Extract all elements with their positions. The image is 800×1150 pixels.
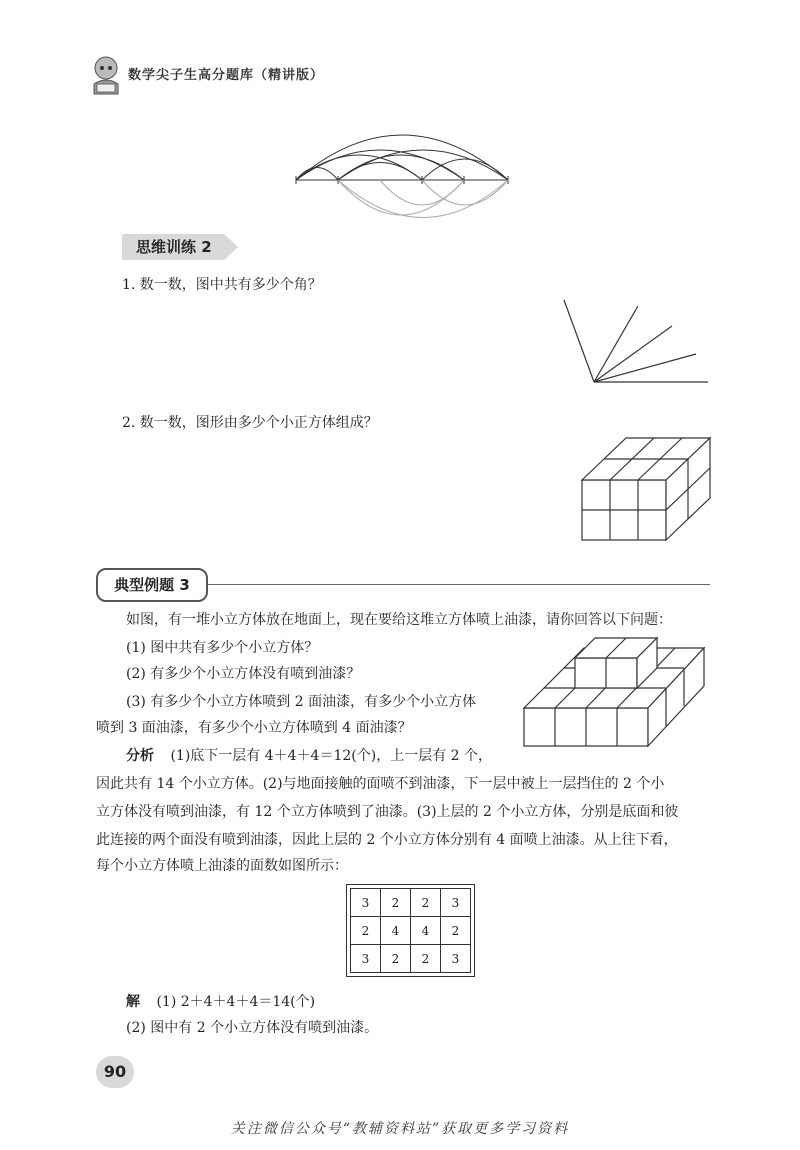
angles-figure [560, 296, 710, 386]
grid-cell: 3 [351, 889, 381, 917]
example-question-1: (1) 图中共有多少个小立方体？ [126, 640, 319, 656]
grid-cell: 2 [381, 945, 411, 973]
cube-stack-figure [576, 434, 716, 544]
grid-cell: 2 [381, 889, 411, 917]
example-question-2: (2) 有多少个小立方体没有喷到油漆？ [126, 666, 361, 682]
grid-row [351, 945, 471, 973]
analysis-line-1 [126, 742, 492, 770]
grid-cell: 2 [351, 917, 381, 945]
grid-cell: 2 [411, 945, 441, 973]
painted-cubes-figure [520, 614, 716, 750]
analysis-line-4: 此连接的两个面没有喷到油漆，因此上层的 2 个小立方体分别有 4 面喷上油漆。从上往下看， [96, 832, 678, 848]
training-tag-label: 思维训练 2 [122, 234, 224, 260]
page-number: 90 [96, 1056, 134, 1088]
training-question-1: 1. 数一数，图中共有多少个角？ [122, 277, 322, 293]
solution-text-1: (1) 2＋4＋4＋4＝14(个) [156, 994, 316, 1010]
solution-line-1 [126, 988, 315, 1016]
analysis-line-3: 立方体没有喷到油漆，有 12 个立方体喷到了油漆。(3)上层的 2 个小立方体，分别是底面和彼 [96, 804, 679, 820]
grid-row [351, 917, 471, 945]
solution-label: 解 [126, 994, 140, 1010]
analysis-text-1: (1)底下一层有 4＋4＋4＝12(个)，上一层有 2 个， [170, 748, 493, 764]
tag-arrow-icon [224, 234, 238, 260]
mascot-icon [88, 54, 124, 96]
example-question-3b: 喷到 3 面油漆，有多少个小立方体喷到 4 面油漆？ [96, 720, 412, 736]
grid-row [351, 889, 471, 917]
arc-diagram [290, 120, 520, 225]
paint-count-grid [346, 884, 475, 977]
analysis-line-2: 因此共有 14 个小立方体。(2)与地面接触的面喷不到油漆，下一层中被上一层挡住的 2 个小 [96, 776, 665, 792]
example-tag: 典型例题 3 [96, 568, 208, 602]
grid-cell: 4 [411, 917, 441, 945]
training-question-2: 2. 数一数，图形由多少个小正方体组成？ [122, 415, 378, 431]
grid-cell: 3 [441, 889, 471, 917]
grid-cell: 2 [441, 917, 471, 945]
training-tag [122, 234, 238, 260]
example-question-3a: (3) 有多少个小立方体喷到 2 面油漆，有多少个小立方体 [126, 694, 477, 710]
grid-cell: 4 [381, 917, 411, 945]
grid-cell: 3 [351, 945, 381, 973]
grid-cell: 3 [441, 945, 471, 973]
header-title: 数学尖子生高分题库（精讲版） [128, 68, 325, 83]
analysis-line-5: 每个小立方体喷上油漆的面数如图所示： [96, 858, 348, 874]
solution-line-2: (2) 图中有 2 个小立方体没有喷到油漆。 [126, 1020, 379, 1036]
grid-cell: 2 [411, 889, 441, 917]
example-intro: 如图，有一堆小立方体放在地面上，现在要给这堆立方体喷上油漆，请你回答以下问题： [126, 612, 672, 628]
footer-watermark: 关注微信公众号“教辅资料站”获取更多学习资料 [230, 1121, 570, 1137]
analysis-label: 分析 [126, 748, 154, 764]
